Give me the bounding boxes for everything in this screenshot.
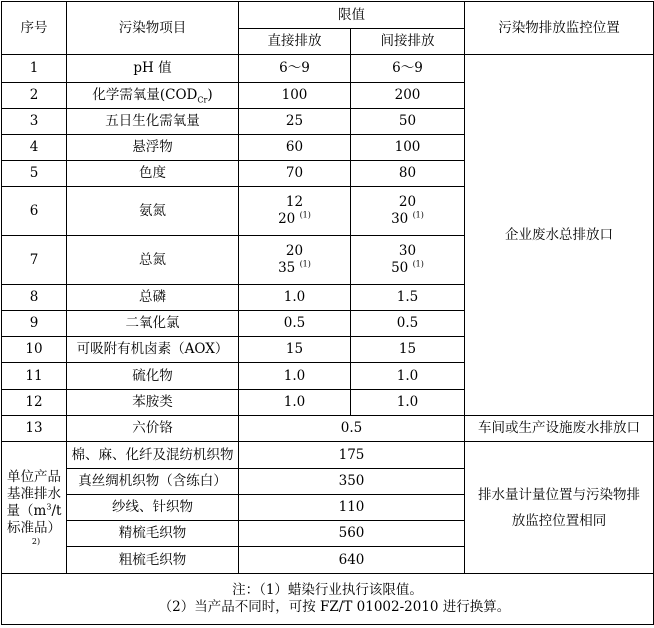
drain-label-unit-pre: 量（m [6, 502, 47, 519]
row-seq: 5 [2, 161, 67, 187]
drain-label-note: 2) [31, 536, 41, 546]
row-item: 悬浮物 [67, 135, 239, 161]
notes-row [2, 574, 654, 625]
drain-item-value: 175 [239, 442, 465, 469]
row-item: 可吸附有机卤素（AOX） [67, 337, 239, 363]
row-seq: 4 [2, 135, 67, 161]
drain-item-name: 粗梳毛织物 [67, 547, 239, 574]
drain-location-line: 排水量计量位置与污染物排 [478, 486, 640, 503]
note-marker: (1) [299, 210, 311, 220]
row-seq: 9 [2, 311, 67, 337]
row-indirect-value-2 [351, 260, 464, 277]
row-direct: 1.0 [239, 390, 351, 416]
row-direct-value: 20 [285, 243, 304, 259]
row-item: pH 值 [67, 55, 239, 83]
row-direct: 1.0 [239, 285, 351, 311]
note-marker: (1) [299, 259, 311, 269]
row-indirect: 6～9 [351, 55, 465, 83]
row-seq: 6 [2, 187, 67, 236]
location-main: 企业废水总排放口 [465, 55, 654, 416]
row-direct [239, 187, 351, 236]
row-indirect: 1.0 [351, 363, 465, 390]
row-item: 二氧化氯 [67, 311, 239, 337]
drain-item-name: 纱线、针织物 [67, 495, 239, 521]
note-marker: (1) [412, 259, 424, 269]
row-indirect: 200 [351, 83, 465, 109]
row-item: 六价铬 [67, 416, 239, 442]
drain-location [465, 442, 654, 574]
row-direct-value-b: 20 [278, 211, 296, 227]
row-item: 硫化物 [67, 363, 239, 390]
row-seq: 8 [2, 285, 67, 311]
note-line-1: 注：（1）蜡染行业执行该限值。 [232, 582, 423, 598]
header-item: 污染物项目 [67, 2, 239, 55]
row-item: 苯胺类 [67, 390, 239, 416]
row-seq: 12 [2, 390, 67, 416]
row-item-tail: ) [207, 87, 213, 103]
header-direct: 直接排放 [239, 29, 351, 55]
row-direct: 1.0 [239, 363, 351, 390]
row-indirect: 50 [351, 109, 465, 135]
row-direct: 70 [239, 161, 351, 187]
drain-row [2, 442, 654, 469]
row-indirect: 1.0 [351, 390, 465, 416]
row-indirect-value-b: 30 [391, 211, 409, 227]
row-indirect [351, 187, 465, 236]
row-direct-value-2 [239, 260, 350, 277]
drain-label [2, 442, 67, 574]
row-item: 总氮 [67, 236, 239, 285]
row-item: 五日生化需氧量 [67, 109, 239, 135]
row-seq: 10 [2, 337, 67, 363]
row-indirect: 100 [351, 135, 465, 161]
drain-item-value: 560 [239, 521, 465, 547]
row-indirect-value-2 [351, 211, 464, 228]
note-marker: (1) [412, 210, 424, 220]
row-indirect [351, 236, 465, 285]
row-item-main: 化学需氧量(COD [92, 87, 198, 103]
row-direct-value: 12 [285, 194, 304, 210]
header-limit: 限值 [239, 2, 465, 29]
row-indirect-value: 20 [398, 194, 417, 210]
row-item: 总磷 [67, 285, 239, 311]
row-indirect-value: 30 [398, 243, 417, 259]
drain-item-value: 110 [239, 495, 465, 521]
row-direct: 6～9 [239, 55, 351, 83]
row-indirect: 0.5 [351, 311, 465, 337]
row-seq: 11 [2, 363, 67, 390]
row-item: 色度 [67, 161, 239, 187]
note-line-2: （2）当产品不同时，可按 FZ/T 01002-2010 进行换算。 [158, 599, 511, 615]
row-direct: 100 [239, 83, 351, 109]
header-location: 污染物排放监控位置 [465, 2, 654, 55]
table-row [2, 55, 654, 83]
row-seq: 3 [2, 109, 67, 135]
row-direct-value-b: 35 [278, 260, 296, 276]
row-item: 氨氮 [67, 187, 239, 236]
row-value-merged: 0.5 [239, 416, 465, 442]
row-direct: 60 [239, 135, 351, 161]
drain-label-unit-sup: 3 [46, 502, 52, 511]
drain-item-name: 真丝绸机织物（含练白） [67, 469, 239, 495]
row-indirect: 80 [351, 161, 465, 187]
row-direct: 25 [239, 109, 351, 135]
header-row-1 [2, 2, 654, 29]
drain-item-value: 640 [239, 547, 465, 574]
row-item-subscript: Cr [197, 95, 208, 105]
drain-label-line: 基准排水 [7, 485, 61, 502]
location-13: 车间或生产设施废水排放口 [465, 416, 654, 442]
row-seq: 7 [2, 236, 67, 285]
row-seq: 13 [2, 416, 67, 442]
row-direct [239, 236, 351, 285]
row-direct-value-2 [239, 211, 350, 228]
drain-label-unit-post: /t [51, 502, 62, 519]
row-indirect: 1.5 [351, 285, 465, 311]
row-seq: 1 [2, 55, 67, 83]
row-seq: 2 [2, 83, 67, 109]
row-direct: 15 [239, 337, 351, 363]
header-seq: 序号 [2, 2, 67, 55]
emission-standard-table [1, 1, 654, 625]
row-item [67, 83, 239, 109]
drain-label-line: 标准品） [7, 519, 61, 536]
drain-label-line: 单位产品 [7, 468, 61, 485]
drain-item-name: 棉、麻、化纤及混纺机织物 [67, 442, 239, 469]
drain-label-line [2, 503, 66, 520]
table-row [2, 416, 654, 442]
row-indirect-value-b: 50 [391, 260, 409, 276]
notes [2, 574, 654, 625]
row-indirect: 15 [351, 337, 465, 363]
drain-location-line: 放监控位置相同 [511, 512, 607, 529]
drain-item-value: 350 [239, 469, 465, 495]
drain-item-name: 精梳毛织物 [67, 521, 239, 547]
header-indirect: 间接排放 [351, 29, 465, 55]
row-direct: 0.5 [239, 311, 351, 337]
